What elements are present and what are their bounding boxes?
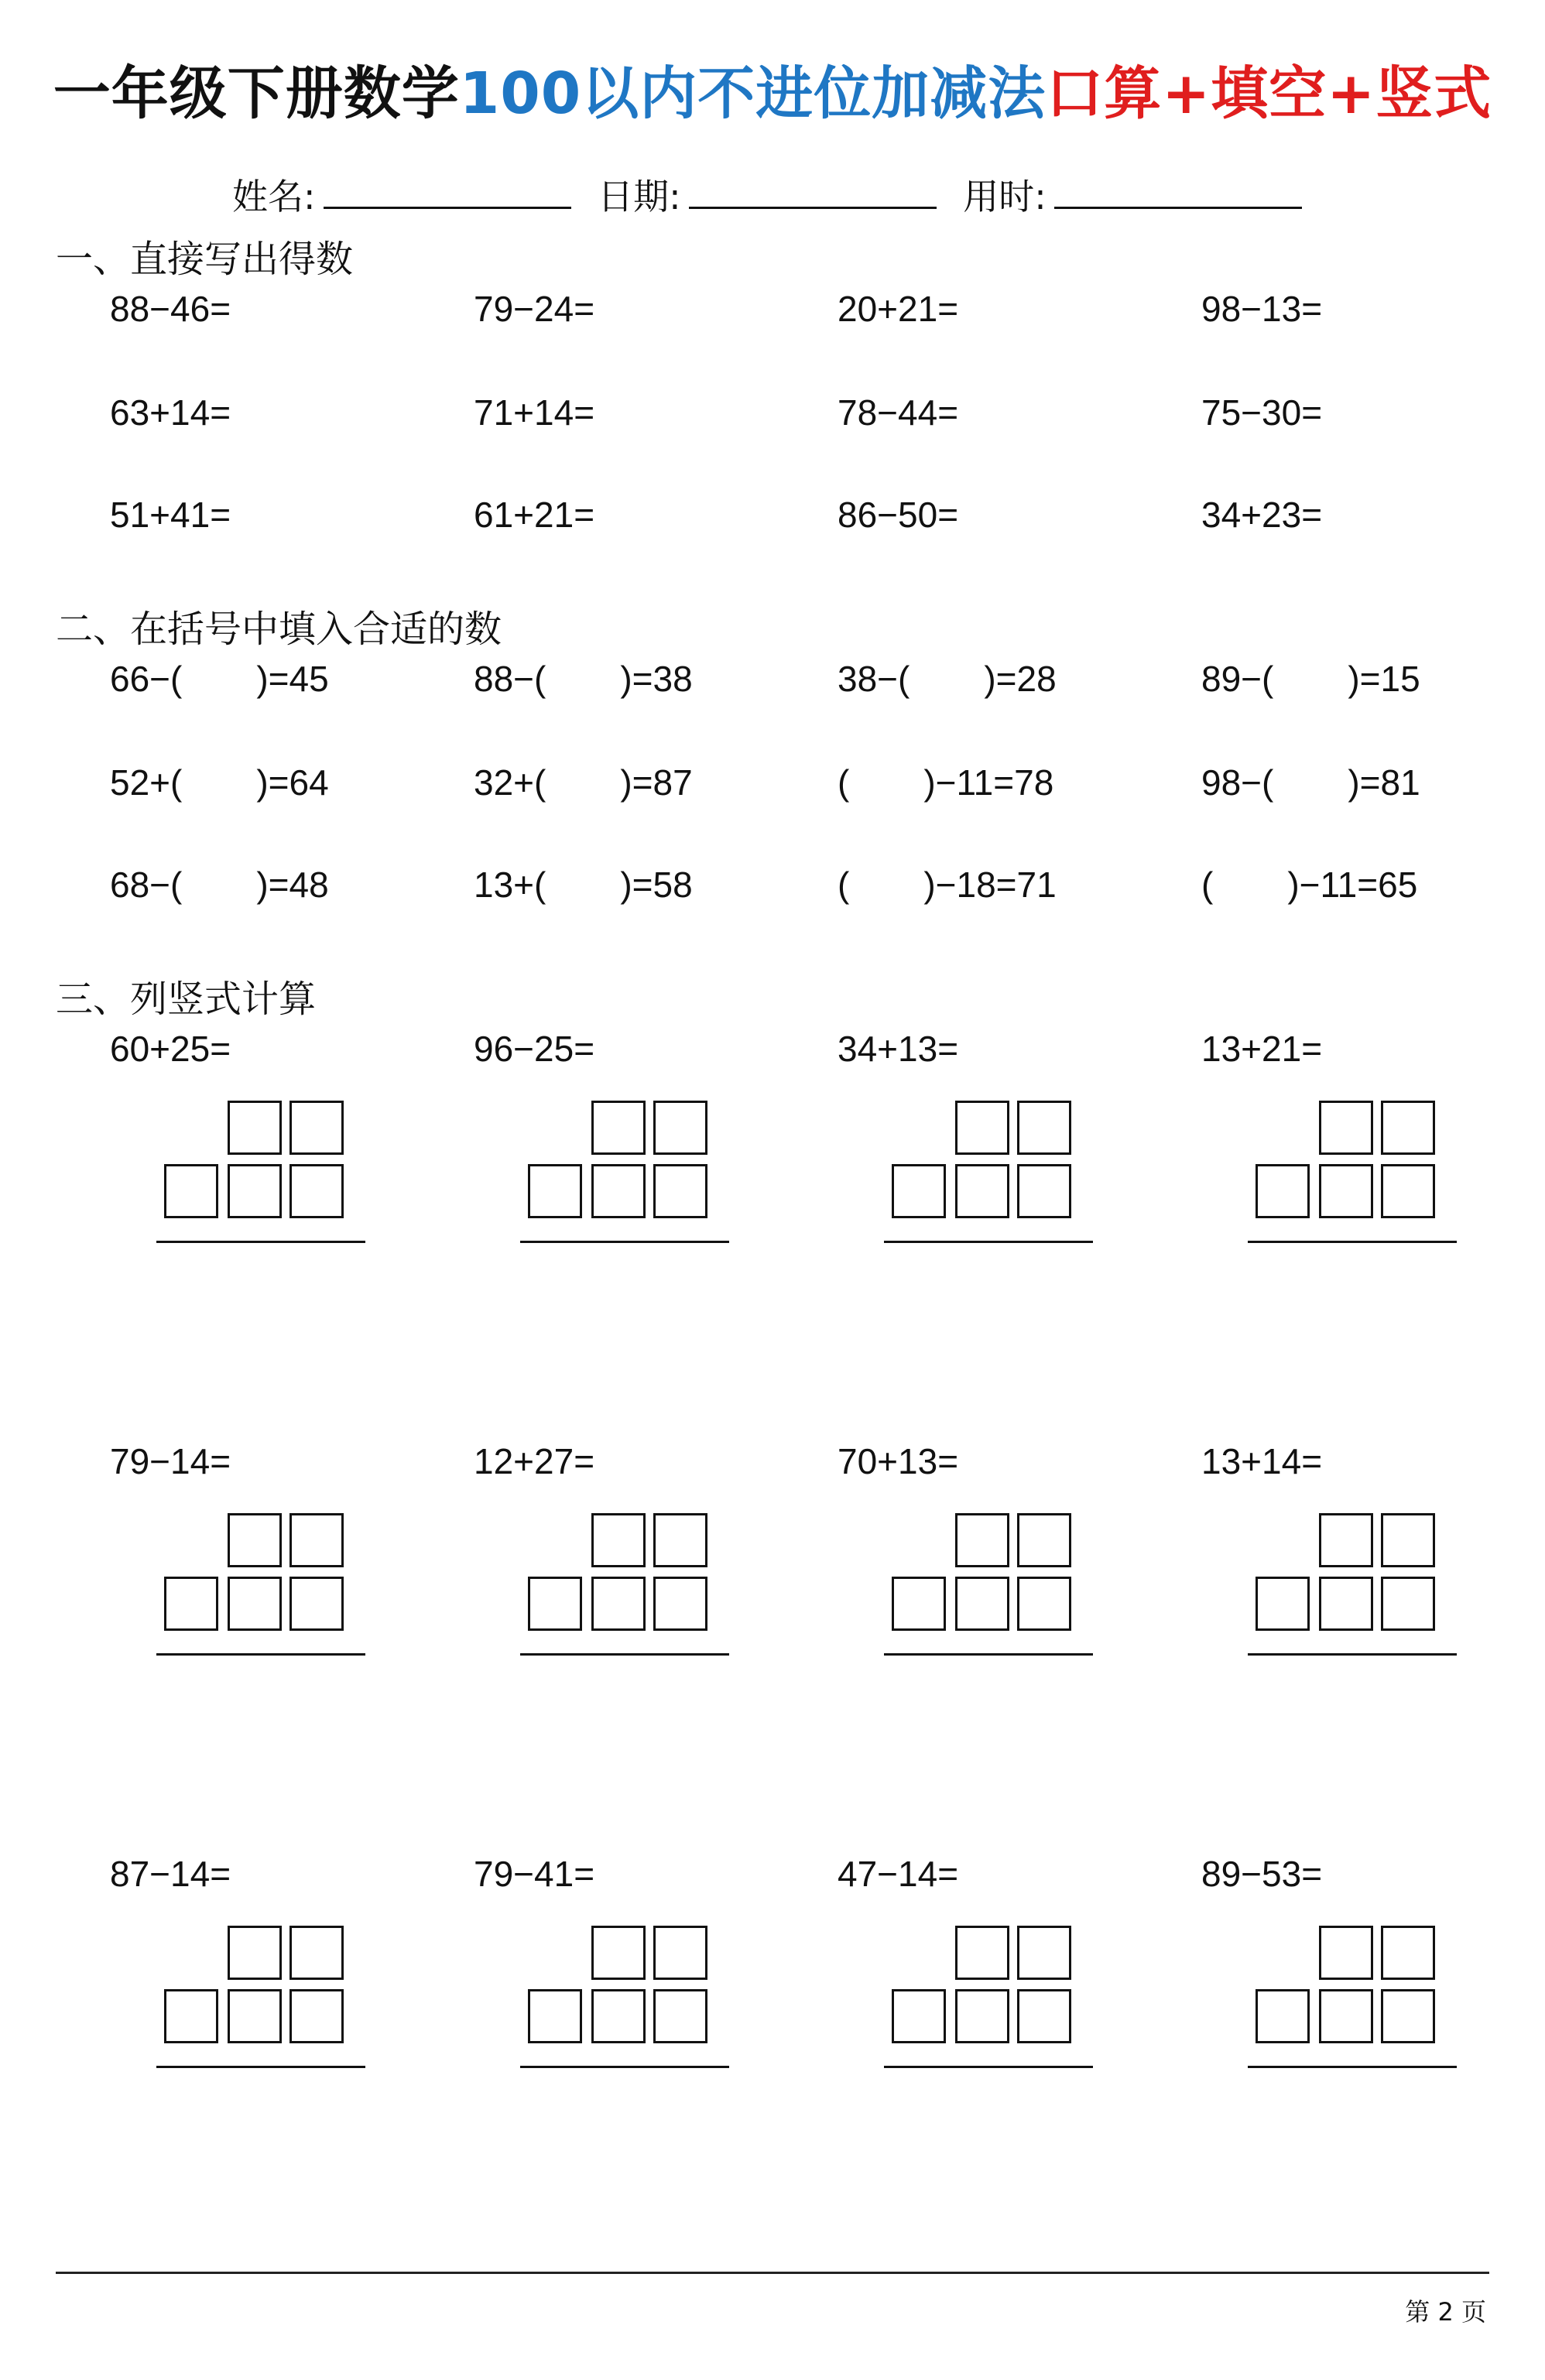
digit-box[interactable] — [892, 1164, 946, 1218]
oral-problem: 34+23= — [1201, 495, 1323, 535]
digit-box[interactable] — [164, 1164, 218, 1218]
digit-box[interactable] — [1319, 1164, 1373, 1218]
answer-line — [1248, 2066, 1457, 2068]
digit-box[interactable] — [1256, 1164, 1310, 1218]
digit-box[interactable] — [228, 1989, 282, 2043]
oral-problem: 20+21= — [838, 289, 959, 329]
oral-problem: 71+14= — [474, 392, 595, 433]
digit-box[interactable] — [528, 1164, 582, 1218]
digit-box[interactable] — [289, 1164, 344, 1218]
oral-problem: 75−30= — [1201, 392, 1323, 433]
oral-problem: 86−50= — [838, 495, 959, 535]
oral-problem: 78−44= — [838, 392, 959, 433]
digit-box[interactable] — [1017, 1989, 1071, 2043]
answer-line — [520, 1653, 729, 1656]
vertical-expression: 13+14= — [1201, 1441, 1323, 1481]
section2-row — [110, 658, 1545, 704]
worksheet-title — [0, 48, 1545, 130]
digit-box[interactable] — [1381, 1926, 1435, 1980]
digit-box[interactable] — [591, 1101, 646, 1155]
digit-box[interactable] — [1381, 1101, 1435, 1155]
section1-row — [110, 288, 1545, 334]
answer-line — [884, 1241, 1093, 1243]
fill-blank-problem: 88−( )=38 — [474, 659, 693, 699]
name-blank[interactable] — [324, 179, 571, 209]
oral-problem: 79−24= — [474, 289, 595, 329]
date-blank[interactable] — [689, 179, 937, 209]
fill-blank-problem: 66−( )=45 — [110, 659, 329, 699]
digit-box[interactable] — [1381, 1577, 1435, 1631]
digit-box[interactable] — [892, 1577, 946, 1631]
digit-box[interactable] — [289, 1577, 344, 1631]
student-info-line — [232, 169, 1317, 220]
answer-line — [1248, 1241, 1457, 1243]
vertical-expression: 96−25= — [474, 1029, 595, 1069]
digit-box[interactable] — [955, 1164, 1009, 1218]
section1-title: 一、直接写出得数 — [56, 238, 354, 281]
title-grade: 一年级下册数学 — [53, 60, 460, 127]
section1-row — [110, 392, 1545, 438]
digit-box[interactable] — [1017, 1926, 1071, 1980]
name-label: 姓名: — [232, 176, 316, 217]
fill-blank-problem: 98−( )=81 — [1201, 762, 1420, 803]
digit-box[interactable] — [1256, 1577, 1310, 1631]
oral-problem: 63+14= — [110, 392, 231, 433]
digit-box[interactable] — [955, 1101, 1009, 1155]
digit-box[interactable] — [528, 1989, 582, 2043]
digit-box[interactable] — [653, 1513, 707, 1567]
digit-box[interactable] — [164, 1577, 218, 1631]
section2-title: 二、在括号中填入合适的数 — [56, 608, 502, 651]
digit-box[interactable] — [289, 1926, 344, 1980]
digit-box[interactable] — [1319, 1513, 1373, 1567]
title-types: 口算+填空+竖式 — [1046, 60, 1492, 127]
digit-box[interactable] — [1381, 1989, 1435, 2043]
title-topic: 100以内不进位加减法 — [459, 60, 1047, 127]
digit-box[interactable] — [228, 1164, 282, 1218]
vertical-expression: 60+25= — [110, 1029, 231, 1069]
vertical-expression: 34+13= — [838, 1029, 959, 1069]
answer-line — [520, 2066, 729, 2068]
digit-box[interactable] — [591, 1989, 646, 2043]
fill-blank-problem: 52+( )=64 — [110, 762, 329, 803]
section3-title: 三、列竖式计算 — [56, 978, 317, 1021]
digit-box[interactable] — [1381, 1164, 1435, 1218]
digit-box[interactable] — [591, 1577, 646, 1631]
digit-box[interactable] — [528, 1577, 582, 1631]
vertical-expression: 13+21= — [1201, 1029, 1323, 1069]
fill-blank-problem: 32+( )=87 — [474, 762, 693, 803]
digit-box[interactable] — [228, 1101, 282, 1155]
digit-box[interactable] — [892, 1989, 946, 2043]
answer-line — [884, 1653, 1093, 1656]
digit-box[interactable] — [955, 1577, 1009, 1631]
fill-blank-problem: ( )−11=78 — [838, 762, 1054, 803]
digit-box[interactable] — [591, 1164, 646, 1218]
digit-box[interactable] — [955, 1513, 1009, 1567]
vertical-expression: 12+27= — [474, 1441, 595, 1481]
answer-line — [156, 1241, 365, 1243]
vertical-expression: 79−41= — [474, 1854, 595, 1894]
digit-box[interactable] — [591, 1926, 646, 1980]
digit-box[interactable] — [289, 1101, 344, 1155]
oral-problem: 61+21= — [474, 495, 595, 535]
digit-box[interactable] — [289, 1513, 344, 1567]
section1-row — [110, 494, 1545, 540]
digit-box[interactable] — [1017, 1101, 1071, 1155]
fill-blank-problem: 38−( )=28 — [838, 659, 1057, 699]
fill-blank-problem: 13+( )=58 — [474, 865, 693, 905]
section2-row — [110, 762, 1545, 808]
answer-line — [1248, 1653, 1457, 1656]
fill-blank-problem: 89−( )=15 — [1201, 659, 1420, 699]
answer-line — [156, 2066, 365, 2068]
digit-box[interactable] — [653, 1164, 707, 1218]
page-number: 第 2 页 — [1405, 2297, 1486, 2327]
fill-blank-problem: 68−( )=48 — [110, 865, 329, 905]
vertical-expression: 87−14= — [110, 1854, 231, 1894]
digit-box[interactable] — [653, 1577, 707, 1631]
digit-box[interactable] — [1017, 1164, 1071, 1218]
digit-box[interactable] — [955, 1926, 1009, 1980]
vertical-expression: 89−53= — [1201, 1854, 1323, 1894]
footer-divider — [56, 2272, 1489, 2274]
answer-line — [520, 1241, 729, 1243]
digit-box[interactable] — [1381, 1513, 1435, 1567]
vertical-expression: 47−14= — [838, 1854, 959, 1894]
oral-problem: 88−46= — [110, 289, 231, 329]
section2-row — [110, 864, 1545, 910]
time-blank[interactable] — [1054, 179, 1302, 209]
digit-box[interactable] — [228, 1513, 282, 1567]
vertical-expression: 70+13= — [838, 1441, 959, 1481]
time-label: 用时: — [963, 176, 1047, 217]
digit-box[interactable] — [289, 1989, 344, 2043]
digit-box[interactable] — [1319, 1926, 1373, 1980]
digit-box[interactable] — [653, 1989, 707, 2043]
fill-blank-problem: ( )−11=65 — [1201, 865, 1418, 905]
oral-problem: 98−13= — [1201, 289, 1323, 329]
digit-box[interactable] — [955, 1989, 1009, 2043]
digit-box[interactable] — [164, 1989, 218, 2043]
digit-box[interactable] — [1017, 1513, 1071, 1567]
vertical-expression: 79−14= — [110, 1441, 231, 1481]
digit-box[interactable] — [1319, 1989, 1373, 2043]
digit-box[interactable] — [228, 1926, 282, 1980]
digit-box[interactable] — [1256, 1989, 1310, 2043]
date-label: 日期: — [598, 176, 681, 217]
answer-line — [156, 1653, 365, 1656]
digit-box[interactable] — [228, 1577, 282, 1631]
oral-problem: 51+41= — [110, 495, 231, 535]
digit-box[interactable] — [1017, 1577, 1071, 1631]
digit-box[interactable] — [591, 1513, 646, 1567]
fill-blank-problem: ( )−18=71 — [838, 865, 1057, 905]
digit-box[interactable] — [1319, 1577, 1373, 1631]
answer-line — [884, 2066, 1093, 2068]
digit-box[interactable] — [1319, 1101, 1373, 1155]
digit-box[interactable] — [653, 1101, 707, 1155]
digit-box[interactable] — [653, 1926, 707, 1980]
